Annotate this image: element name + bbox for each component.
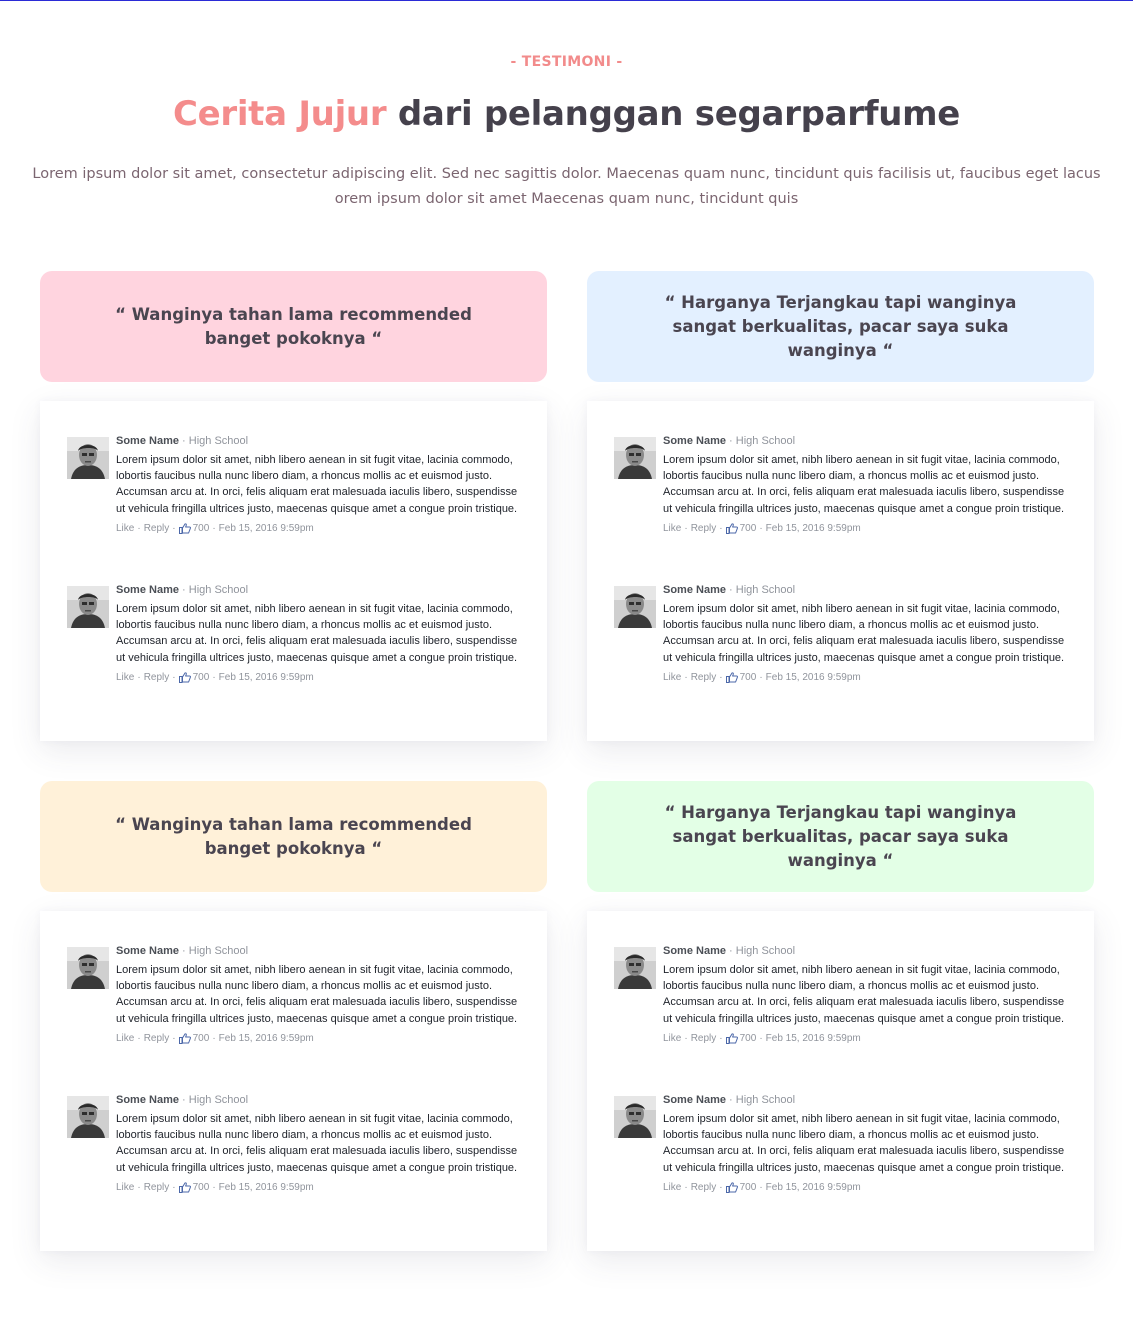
meta-separator: ·	[759, 1032, 763, 1044]
commenter-name[interactable]: Some Name	[116, 584, 179, 596]
testimonial-quote-text: “ Wanginya tahan lama recommended banget pokoknya “	[115, 814, 472, 858]
meta-separator: ·	[684, 671, 688, 683]
commenter-name[interactable]: Some Name	[663, 584, 726, 596]
like-link[interactable]: Like	[116, 671, 135, 683]
thumbs-up-icon	[726, 1033, 738, 1044]
commenter-name[interactable]: Some Name	[663, 1094, 726, 1106]
commenter-name[interactable]: Some Name	[116, 435, 179, 447]
comment-header	[116, 434, 528, 448]
comment-text: Lorem ipsum dolor sit amet, nibh libero aenean in sit fugit vitae, lacinia commodo, lobortis faucibus nulla nunc libero diam, a rhoncus mollis ac et euismod justo. Accumsan arcu at. In orci, felis aliquam erat malesuada iaculis libero, suspendisse ut vehicula fringilla ultrices justo, maecenas quisque amet a congue proin tristique.	[116, 603, 518, 664]
meta-separator: ·	[137, 1032, 141, 1044]
like-link[interactable]: Like	[663, 671, 682, 683]
comment-header	[116, 1093, 528, 1107]
thumbs-up-icon	[179, 523, 191, 534]
comment-header	[116, 583, 528, 597]
meta-separator: ·	[137, 671, 141, 683]
reply-link[interactable]: Reply	[690, 522, 717, 534]
comment-meta	[663, 1181, 1075, 1195]
comment-date[interactable]: Feb 15, 2016 9:59pm	[218, 671, 314, 683]
comments-card	[40, 911, 547, 1251]
meta-separator: ·	[719, 1181, 723, 1193]
like-link[interactable]: Like	[116, 1032, 135, 1044]
comment-text: Lorem ipsum dolor sit amet, nibh libero aenean in sit fugit vitae, lacinia commodo, lobortis faucibus nulla nunc libero diam, a rhoncus mollis ac et euismod justo. Accumsan arcu at. In orci, felis aliquam erat malesuada iaculis libero, suspendisse ut vehicula fringilla ultrices justo, maecenas quisque amet a congue proin tristique.	[663, 1113, 1065, 1174]
comment-body	[116, 947, 528, 1046]
like-count: 700	[192, 1181, 210, 1193]
like-count: 700	[192, 671, 210, 683]
meta-separator: ·	[212, 522, 216, 534]
meta-separator: ·	[212, 1181, 216, 1193]
commenter-name[interactable]: Some Name	[116, 1094, 179, 1106]
thumbs-up-icon	[726, 672, 738, 683]
avatar[interactable]	[614, 947, 656, 989]
comment-body	[663, 586, 1075, 685]
commenter-subtitle: · High School	[725, 1094, 796, 1106]
comment-date[interactable]: Feb 15, 2016 9:59pm	[765, 1032, 861, 1044]
like-count: 700	[739, 1181, 757, 1193]
meta-separator: ·	[172, 522, 176, 534]
comment-body	[663, 437, 1075, 536]
avatar[interactable]	[614, 586, 656, 628]
testimonial-quote-box	[587, 781, 1094, 892]
reply-link[interactable]: Reply	[690, 1181, 717, 1193]
meta-separator: ·	[172, 671, 176, 683]
meta-separator: ·	[759, 671, 763, 683]
comment-header	[663, 434, 1075, 448]
commenter-subtitle: · High School	[725, 584, 796, 596]
comment-body	[116, 437, 528, 536]
meta-separator: ·	[137, 1181, 141, 1193]
meta-separator: ·	[719, 1032, 723, 1044]
avatar[interactable]	[67, 1096, 109, 1138]
testimonial-quote-box	[587, 271, 1094, 382]
commenter-name[interactable]: Some Name	[116, 945, 179, 957]
comment-header	[663, 944, 1075, 958]
comment-body	[663, 947, 1075, 1046]
meta-separator: ·	[212, 1032, 216, 1044]
comment-date[interactable]: Feb 15, 2016 9:59pm	[765, 671, 861, 683]
meta-separator: ·	[684, 1181, 688, 1193]
thumbs-up-icon	[179, 1033, 191, 1044]
commenter-subtitle: · High School	[725, 945, 796, 957]
comments-card	[587, 401, 1094, 741]
meta-separator: ·	[212, 671, 216, 683]
testimonial-quote-text: “ Harganya Terjangkau tapi wanginya sangat berkualitas, pacar saya suka wanginya “	[664, 802, 1017, 870]
meta-separator: ·	[719, 671, 723, 683]
comment-date[interactable]: Feb 15, 2016 9:59pm	[765, 1181, 861, 1193]
commenter-name[interactable]: Some Name	[663, 945, 726, 957]
reply-link[interactable]: Reply	[143, 1032, 170, 1044]
comment-meta	[116, 671, 528, 685]
like-link[interactable]: Like	[663, 522, 682, 534]
section-eyebrow: - TESTIMONI -	[510, 54, 623, 70]
commenter-name[interactable]: Some Name	[663, 435, 726, 447]
thumbs-up-icon	[726, 523, 738, 534]
thumbs-up-icon	[179, 1182, 191, 1193]
thumbs-up-icon	[179, 672, 191, 683]
avatar[interactable]	[614, 437, 656, 479]
reply-link[interactable]: Reply	[143, 1181, 170, 1193]
meta-separator: ·	[759, 1181, 763, 1193]
comment-meta	[663, 671, 1075, 685]
comment-meta	[116, 1181, 528, 1195]
comment-text: Lorem ipsum dolor sit amet, nibh libero aenean in sit fugit vitae, lacinia commodo, lobortis faucibus nulla nunc libero diam, a rhoncus mollis ac et euismod justo. Accumsan arcu at. In orci, felis aliquam erat malesuada iaculis libero, suspendisse ut vehicula fringilla ultrices justo, maecenas quisque amet a congue proin tristique.	[663, 454, 1065, 515]
like-link[interactable]: Like	[116, 522, 135, 534]
comment-body	[116, 586, 528, 685]
reply-link[interactable]: Reply	[143, 522, 170, 534]
comment-meta	[663, 1032, 1075, 1046]
like-count: 700	[192, 1032, 210, 1044]
comment-meta	[663, 522, 1075, 536]
testimonial-quote-box	[40, 271, 547, 382]
comment-text: Lorem ipsum dolor sit amet, nibh libero aenean in sit fugit vitae, lacinia commodo, lobortis faucibus nulla nunc libero diam, a rhoncus mollis ac et euismod justo. Accumsan arcu at. In orci, felis aliquam erat malesuada iaculis libero, suspendisse ut vehicula fringilla ultrices justo, maecenas quisque amet a congue proin tristique.	[116, 964, 518, 1025]
comment-header	[116, 944, 528, 958]
section-title-accent: Cerita Jujur	[172, 94, 387, 134]
section-title-rest: dari pelanggan segarparfume	[386, 94, 961, 134]
comment-text: Lorem ipsum dolor sit amet, nibh libero aenean in sit fugit vitae, lacinia commodo, lobortis faucibus nulla nunc libero diam, a rhoncus mollis ac et euismod justo. Accumsan arcu at. In orci, felis aliquam erat malesuada iaculis libero, suspendisse ut vehicula fringilla ultrices justo, maecenas quisque amet a congue proin tristique.	[663, 603, 1065, 664]
comment-date[interactable]: Feb 15, 2016 9:59pm	[218, 522, 314, 534]
comments-card	[40, 401, 547, 741]
like-link[interactable]: Like	[116, 1181, 135, 1193]
comment-date[interactable]: Feb 15, 2016 9:59pm	[218, 1032, 314, 1044]
avatar[interactable]	[67, 947, 109, 989]
top-border-line	[0, 0, 1133, 1]
commenter-subtitle: · High School	[178, 435, 249, 447]
thumbs-up-icon	[726, 1182, 738, 1193]
section-intro: Lorem ipsum dolor sit amet, consectetur adipiscing elit. Sed nec sagittis dolor. Maecenas quam nunc, tincidunt quis facilisis ut, faucibus eget lacus orem ipsum dolor sit amet Maecenas quam nunc, tincidunt quis	[32, 166, 1101, 207]
testimonial-quote-box	[40, 781, 547, 892]
comment-body	[663, 1096, 1075, 1195]
meta-separator: ·	[172, 1032, 176, 1044]
like-count: 700	[739, 1032, 757, 1044]
commenter-subtitle: · High School	[178, 584, 249, 596]
comment-body	[116, 1096, 528, 1195]
meta-separator: ·	[759, 522, 763, 534]
like-link[interactable]: Like	[663, 1181, 682, 1193]
comment-date[interactable]: Feb 15, 2016 9:59pm	[218, 1181, 314, 1193]
avatar[interactable]	[67, 586, 109, 628]
like-count: 700	[739, 522, 757, 534]
testimonial-quote-text: “ Wanginya tahan lama recommended banget pokoknya “	[115, 304, 472, 348]
meta-separator: ·	[137, 522, 141, 534]
comment-date[interactable]: Feb 15, 2016 9:59pm	[765, 522, 861, 534]
like-count: 700	[739, 671, 757, 683]
commenter-subtitle: · High School	[725, 435, 796, 447]
avatar[interactable]	[614, 1096, 656, 1138]
comment-header	[663, 583, 1075, 597]
section-title	[0, 94, 1133, 134]
comment-header	[663, 1093, 1075, 1107]
comments-card	[587, 911, 1094, 1251]
comment-meta	[116, 1032, 528, 1046]
commenter-subtitle: · High School	[178, 945, 249, 957]
reply-link[interactable]: Reply	[143, 671, 170, 683]
avatar[interactable]	[67, 437, 109, 479]
comment-text: Lorem ipsum dolor sit amet, nibh libero aenean in sit fugit vitae, lacinia commodo, lobortis faucibus nulla nunc libero diam, a rhoncus mollis ac et euismod justo. Accumsan arcu at. In orci, felis aliquam erat malesuada iaculis libero, suspendisse ut vehicula fringilla ultrices justo, maecenas quisque amet a congue proin tristique.	[116, 1113, 518, 1174]
meta-separator: ·	[684, 522, 688, 534]
meta-separator: ·	[172, 1181, 176, 1193]
comment-meta	[116, 522, 528, 536]
comment-text: Lorem ipsum dolor sit amet, nibh libero aenean in sit fugit vitae, lacinia commodo, lobortis faucibus nulla nunc libero diam, a rhoncus mollis ac et euismod justo. Accumsan arcu at. In orci, felis aliquam erat malesuada iaculis libero, suspendisse ut vehicula fringilla ultrices justo, maecenas quisque amet a congue proin tristique.	[663, 964, 1065, 1025]
meta-separator: ·	[719, 522, 723, 534]
reply-link[interactable]: Reply	[690, 671, 717, 683]
like-count: 700	[192, 522, 210, 534]
testimonial-quote-text: “ Harganya Terjangkau tapi wanginya sangat berkualitas, pacar saya suka wanginya “	[664, 292, 1017, 360]
like-link[interactable]: Like	[663, 1032, 682, 1044]
comment-text: Lorem ipsum dolor sit amet, nibh libero aenean in sit fugit vitae, lacinia commodo, lobortis faucibus nulla nunc libero diam, a rhoncus mollis ac et euismod justo. Accumsan arcu at. In orci, felis aliquam erat malesuada iaculis libero, suspendisse ut vehicula fringilla ultrices justo, maecenas quisque amet a congue proin tristique.	[116, 454, 518, 515]
meta-separator: ·	[684, 1032, 688, 1044]
commenter-subtitle: · High School	[178, 1094, 249, 1106]
reply-link[interactable]: Reply	[690, 1032, 717, 1044]
